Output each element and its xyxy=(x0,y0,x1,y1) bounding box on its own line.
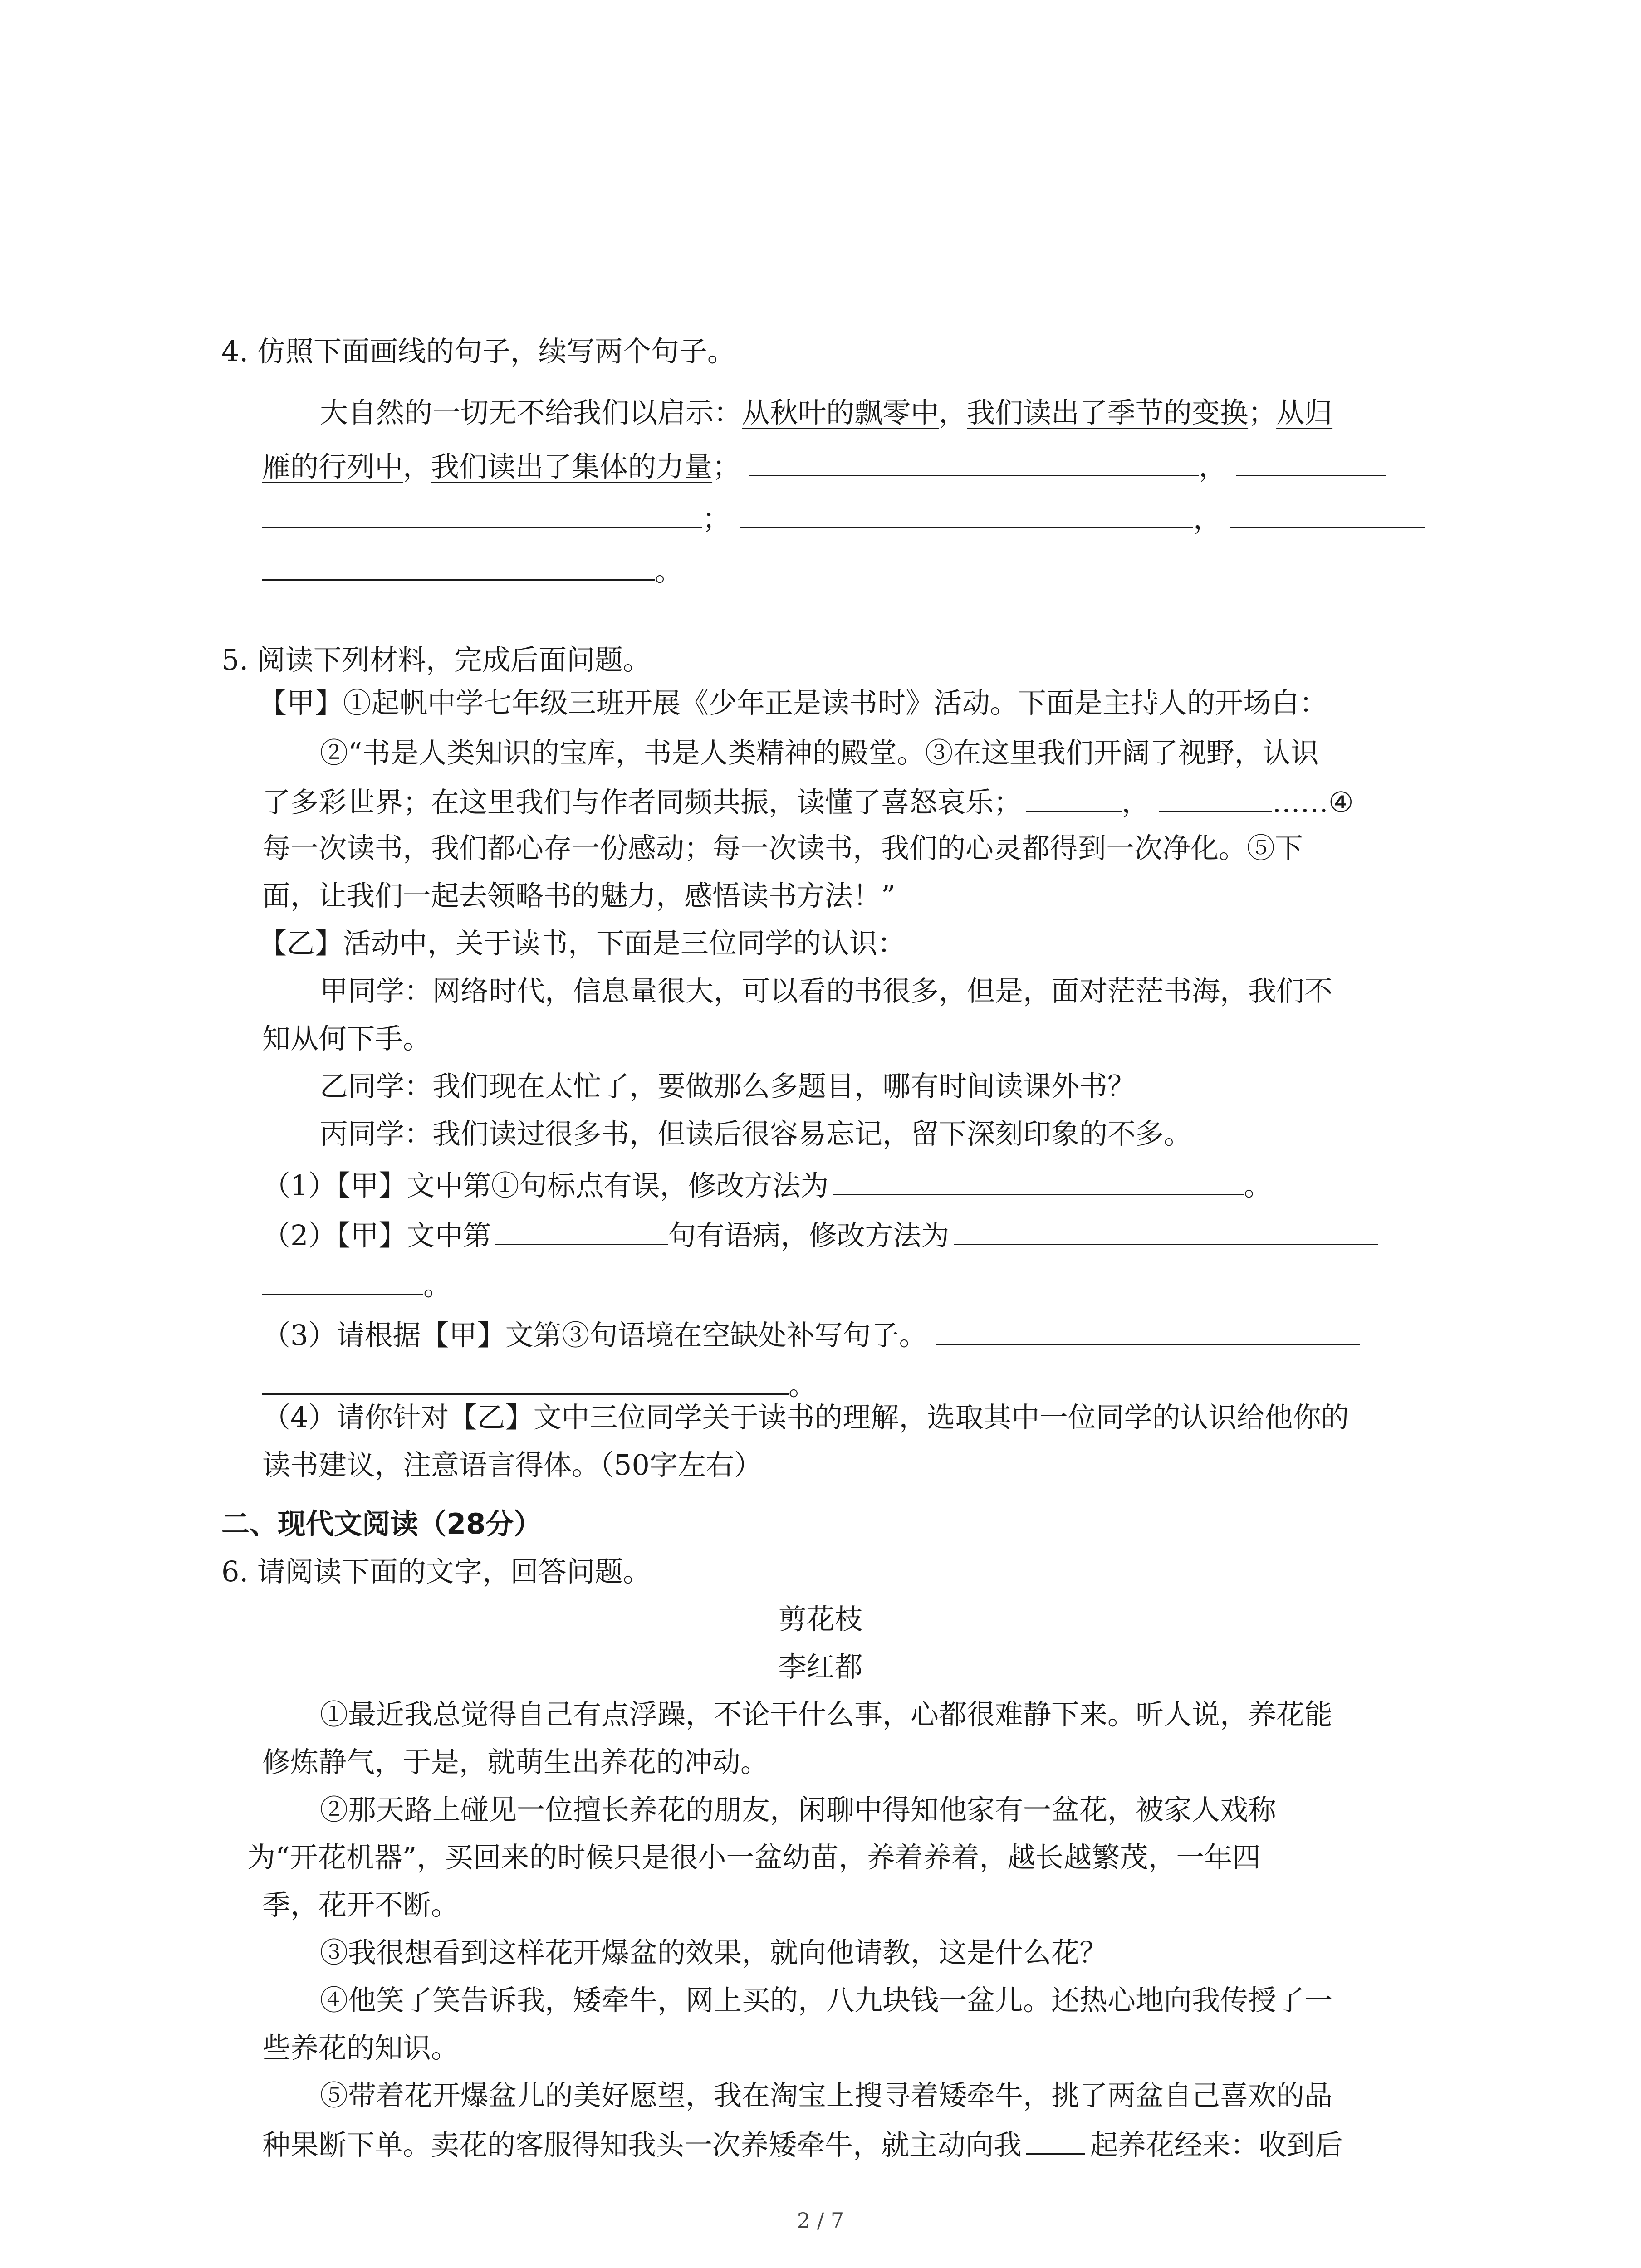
q4-underlined-sentence: 雁的行列中 xyxy=(262,450,403,483)
article-title: 剪花枝 xyxy=(778,1603,863,1636)
q5-sub-text: （3）请根据【甲】文第③句语境在空缺处补写句子。 xyxy=(262,1319,927,1352)
page-number: 2 / 7 xyxy=(797,2208,844,2233)
article-paragraph: ⑤带着花开爆盆儿的美好愿望，我在淘宝上搜寻着矮牵牛，挑了两盆自己喜欢的品 xyxy=(320,2079,1333,2112)
q5-jia-line xyxy=(262,782,1354,819)
q4-text: 大自然的一切无不给我们以启示： xyxy=(320,396,742,429)
q5-title: 5. 阅读下列材料，完成后面问题。 xyxy=(221,643,651,676)
article-paragraph: 季，花开不断。 xyxy=(262,1888,460,1921)
q5-punct: 。 xyxy=(423,1269,452,1302)
q4-answer-blank-2[interactable] xyxy=(1236,447,1386,476)
q5-sub-4-cont: 读书建议，注意语言得体。（50字左右） xyxy=(262,1448,762,1481)
article-paragraph: ④他笑了笑告诉我，矮牵牛，网上买的，八九块钱一盆儿。还热心地向我传授了一 xyxy=(320,1984,1333,2017)
q4-underlined-sentence: 从秋叶的飘零中 xyxy=(742,396,939,429)
q5-jia-line: 每一次读书，我们都心存一份感动；每一次读书，我们的心灵都得到一次净化。⑤下 xyxy=(262,831,1303,865)
q4-line-2 xyxy=(262,447,1386,483)
q4-underlined-sentence: 我们读出了集体的力量 xyxy=(431,450,713,483)
q4-line-4 xyxy=(262,551,683,587)
q5-sub-3-blank-2[interactable] xyxy=(262,1365,789,1395)
article-paragraph: 些养花的知识。 xyxy=(262,2031,460,2064)
q5-jia-text: ……④ xyxy=(1272,786,1354,819)
q4-title: 4. 仿照下面画线的句子，续写两个句子。 xyxy=(221,335,735,368)
q4-punct: ； xyxy=(712,450,741,483)
q6-title: 6. 请阅读下面的文字，回答问题。 xyxy=(221,1555,651,1588)
q5-sub-2 xyxy=(262,1216,1378,1252)
q4-punct: ， xyxy=(1193,502,1222,535)
q5-punct: 。 xyxy=(1244,1169,1272,1202)
article-author: 李红都 xyxy=(778,1650,863,1683)
article-text: 种果断下单。卖花的客服得知我头一次养矮牵牛，就主动向我 xyxy=(262,2128,1022,2161)
q4-answer-blank-4[interactable] xyxy=(740,499,1193,528)
q5-jia-line: 【甲】①起帆中学七年级三班开展《少年正是读书时》活动。下面是主持人的开场白： xyxy=(259,686,1328,719)
q4-answer-blank-1[interactable] xyxy=(749,447,1199,476)
q5-jia-text: 了多彩世界；在这里我们与作者同频共振，读懂了喜怒哀乐； xyxy=(262,786,1022,819)
article-paragraph xyxy=(262,2125,1343,2161)
q5-fill-blank-2[interactable] xyxy=(1159,782,1272,812)
q4-line-3 xyxy=(262,499,1425,535)
q5-sub-1-blank[interactable] xyxy=(833,1166,1244,1195)
q5-sub-2-blank-1[interactable] xyxy=(495,1216,668,1245)
q5-fill-blank-1[interactable] xyxy=(1026,782,1122,812)
q4-punct: ， xyxy=(939,396,967,429)
q5-sub-text: 句有语病，修改方法为 xyxy=(668,1219,950,1252)
article-paragraph: ①最近我总觉得自己有点浮躁，不论干什么事，心都很难静下来。听人说，养花能 xyxy=(320,1698,1333,1731)
q5-yi-line: 甲同学：网络时代，信息量很大，可以看的书很多，但是，面对茫茫书海，我们不 xyxy=(320,974,1333,1007)
q5-sub-2-blank-2[interactable] xyxy=(954,1216,1378,1245)
q5-punct: ， xyxy=(1122,786,1150,819)
article-paragraph: 修炼静气，于是，就萌生出养花的冲动。 xyxy=(262,1745,769,1779)
q4-answer-blank-6[interactable] xyxy=(262,551,655,581)
article-text: 起养花经来：收到后 xyxy=(1090,2128,1343,2161)
q4-underlined-sentence: 从归 xyxy=(1276,396,1333,429)
article-paragraph: 为“开花机器”，买回来的时候只是很小一盆幼苗，养着养着，越长越繁茂，一年四 xyxy=(247,1841,1261,1874)
q5-yi-line: 丙同学：我们读过很多书，但读后很容易忘记，留下深刻印象的不多。 xyxy=(320,1117,1192,1150)
article-fill-blank[interactable] xyxy=(1026,2125,1085,2155)
q5-yi-line: 【乙】活动中，关于读书，下面是三位同学的认识： xyxy=(259,927,906,960)
article-paragraph: ③我很想看到这样花开爆盆的效果，就向他请教，这是什么花？ xyxy=(320,1936,1108,1969)
q5-sub-3-cont xyxy=(262,1365,817,1402)
q5-sub-text: （1）【甲】文中第①句标点有误，修改方法为 xyxy=(262,1169,829,1202)
q4-line-1 xyxy=(320,395,1332,431)
q5-sub-1 xyxy=(262,1166,1272,1202)
q4-punct: ， xyxy=(403,450,431,483)
q5-sub-2-blank-3[interactable] xyxy=(262,1266,423,1295)
q5-sub-text: （2）【甲】文中第 xyxy=(262,1219,491,1252)
q5-sub-3-blank-1[interactable] xyxy=(936,1315,1360,1345)
q4-punct: ； xyxy=(702,502,731,535)
q4-punct: 。 xyxy=(655,554,683,587)
q4-answer-blank-5[interactable] xyxy=(1230,499,1425,528)
article-paragraph: ②那天路上碰见一位擅长养花的朋友，闲聊中得知他家有一盆花，被家人戏称 xyxy=(320,1793,1277,1826)
q4-punct: ； xyxy=(1248,396,1277,429)
q5-jia-line: ②“书是人类知识的宝库，书是人类精神的殿堂。③在这里我们开阔了视野，认识 xyxy=(320,736,1319,769)
section-heading: 二、现代文阅读（28分） xyxy=(221,1507,542,1540)
q4-underlined-sentence: 我们读出了季节的变换 xyxy=(967,396,1249,429)
q5-sub-3 xyxy=(262,1315,1360,1352)
q5-yi-line: 知从何下手。 xyxy=(262,1022,431,1055)
q4-punct: ， xyxy=(1199,450,1227,483)
q5-sub-4: （4）请你针对【乙】文中三位同学关于读书的理解，选取其中一位同学的认识给他你的 xyxy=(262,1401,1349,1434)
q5-yi-line: 乙同学：我们现在太忙了，要做那么多题目，哪有时间读课外书？ xyxy=(320,1070,1136,1103)
q4-answer-blank-3[interactable] xyxy=(262,499,702,528)
q5-sub-2-cont xyxy=(262,1266,451,1302)
q5-punct: 。 xyxy=(789,1369,817,1402)
q5-jia-line: 面，让我们一起去领略书的魅力，感悟读书方法！” xyxy=(262,879,896,912)
